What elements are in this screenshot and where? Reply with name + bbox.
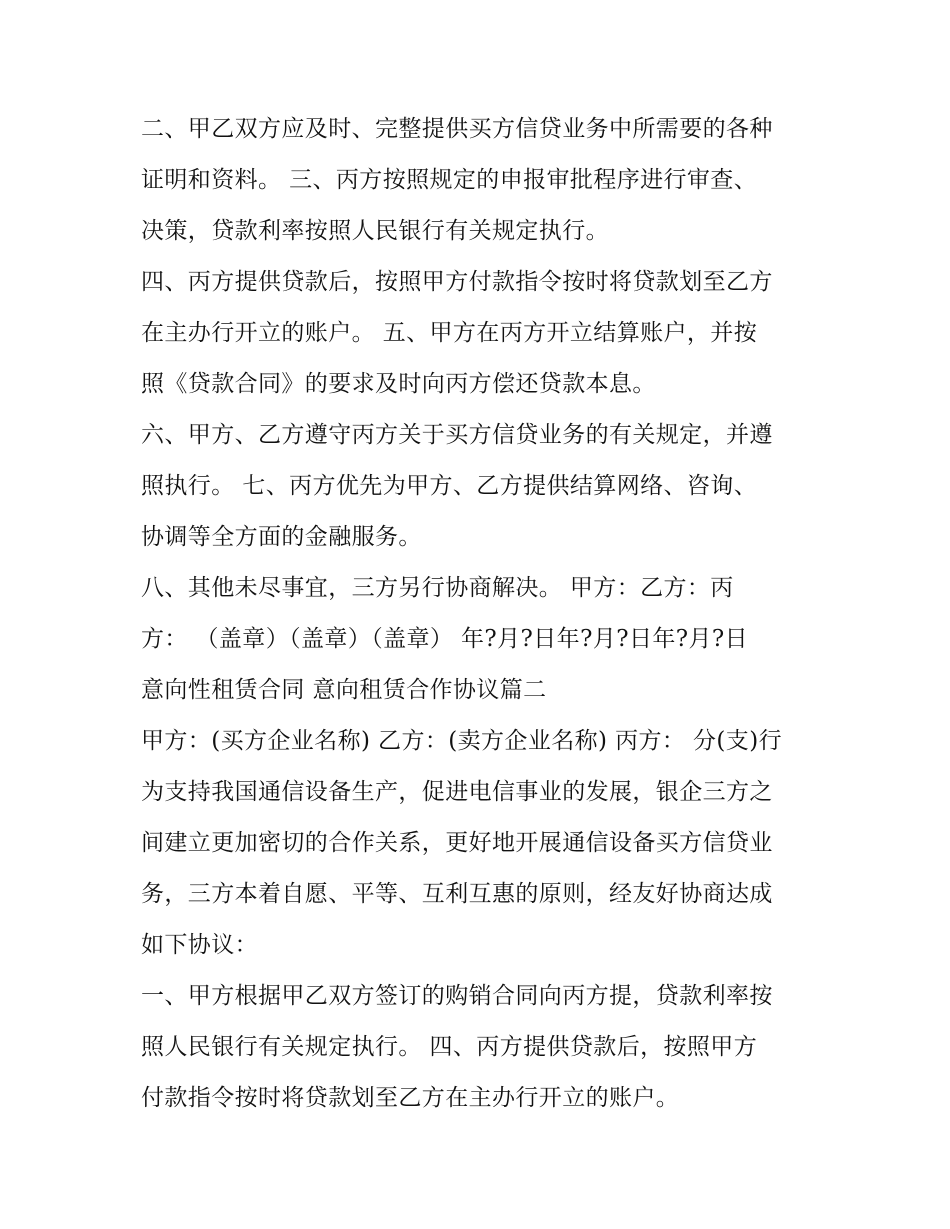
text-line-5: 在主办行开立的账户。 五、甲方在丙方开立结算账户，并按 — [141, 320, 758, 346]
text-line-3: 决策，贷款利率按照人民银行有关规定执行。 — [141, 218, 609, 244]
text-line-7: 六、甲方、乙方遵守丙方关于买方信贷业务的有关规定，并遵 — [141, 422, 773, 448]
text-line-16: 务，三方本着自愿、平等、互利互惠的原则，经友好协商达成 — [141, 881, 773, 907]
text-line-15: 间建立更加密切的合作关系，更好地开展通信设备买方信贷业 — [141, 830, 773, 856]
document-body — [141, 104, 821, 1124]
section-heading: 意向性租赁合同 意向租赁合作协议篇二 — [141, 677, 547, 703]
text-line-6: 照《贷款合同》的要求及时向丙方偿还贷款本息。 — [141, 371, 656, 397]
text-line-14: 为支持我国通信设备生产，促进电信事业的发展，银企三方之 — [141, 779, 773, 805]
text-line-20: 付款指令按时将贷款划至乙方在主办行开立的账户。 — [141, 1085, 680, 1111]
text-line-17: 如下协议： — [141, 932, 258, 958]
text-line-13: 甲方：(买方企业名称) 乙方：(卖方企业名称) 丙方： 分(支)行 — [141, 728, 782, 754]
text-line-8: 照执行。 七、丙方优先为甲方、乙方提供结算网络、咨询、 — [141, 473, 758, 499]
text-line-11: 方： （盖章）（盖章）（盖章） 年?月?日年?月?日年?月?日 — [141, 626, 749, 652]
text-line-10: 八、其他未尽事宜，三方另行协商解决。 甲方：乙方：丙 — [141, 575, 734, 601]
text-line-2: 证明和资料。 三、丙方按照规定的申报审批程序进行审查、 — [141, 167, 758, 193]
text-line-18: 一、甲方根据甲乙双方签订的购销合同向丙方提，贷款利率按 — [141, 983, 773, 1009]
text-line-4: 四、丙方提供贷款后，按照甲方付款指令按时将贷款划至乙方 — [141, 269, 773, 295]
text-line-19: 照人民银行有关规定执行。 四、丙方提供贷款后，按照甲方 — [141, 1034, 758, 1060]
text-line-1: 二、甲乙双方应及时、完整提供买方信贷业务中所需要的各种 — [141, 116, 773, 142]
text-line-9: 协调等全方面的金融服务。 — [141, 524, 422, 550]
